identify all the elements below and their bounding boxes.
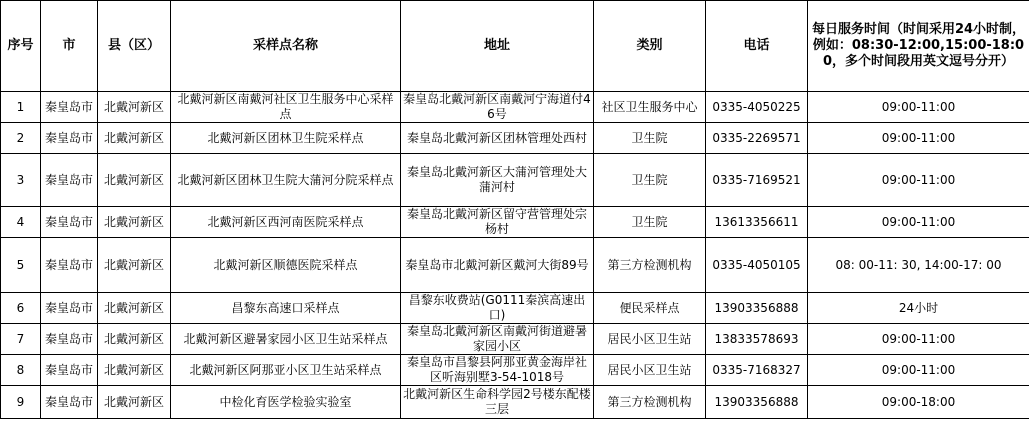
cell-address: 秦皇岛北戴河新区大蒲河管理处大蒲河村	[401, 154, 594, 207]
cell-county: 北戴河新区	[98, 293, 171, 324]
cell-hours: 24小时	[808, 293, 1029, 324]
cell-county: 北戴河新区	[98, 207, 171, 238]
header-address: 地址	[401, 1, 594, 92]
header-service-hours: 每日服务时间（时间采用24小时制，例如：08:30-12:00,15:00-18:00，多个时间段用英文逗号分开）	[808, 1, 1029, 92]
cell-county: 北戴河新区	[98, 238, 171, 293]
cell-hours: 09:00-11:00	[808, 123, 1029, 154]
cell-county: 北戴河新区	[98, 92, 171, 123]
cell-phone: 13833578693	[706, 324, 808, 355]
cell-address: 秦皇岛市昌黎县阿那亚黄金海岸社区听海别墅3-54-1018号	[401, 355, 594, 386]
cell-city: 秦皇岛市	[41, 207, 98, 238]
cell-category: 第三方检测机构	[594, 238, 706, 293]
cell-category: 居民小区卫生站	[594, 324, 706, 355]
cell-county: 北戴河新区	[98, 355, 171, 386]
cell-city: 秦皇岛市	[41, 386, 98, 419]
header-phone: 电话	[706, 1, 808, 92]
cell-seq: 2	[1, 123, 41, 154]
cell-phone: 0335-7168327	[706, 355, 808, 386]
table-row	[1, 92, 1029, 123]
cell-address: 北戴河新区生命科学园2号楼东配楼三层	[401, 386, 594, 419]
cell-phone: 0335-7169521	[706, 154, 808, 207]
cell-seq: 7	[1, 324, 41, 355]
cell-category: 居民小区卫生站	[594, 355, 706, 386]
cell-address: 秦皇岛北戴河新区南戴河宁海道付46号	[401, 92, 594, 123]
cell-seq: 5	[1, 238, 41, 293]
cell-address: 秦皇岛北戴河新区团林管理处西村	[401, 123, 594, 154]
table-row	[1, 238, 1029, 293]
header-row	[1, 1, 1029, 92]
cell-seq: 8	[1, 355, 41, 386]
header-seq: 序号	[1, 1, 41, 92]
cell-phone: 13613356611	[706, 207, 808, 238]
cell-phone: 13903356888	[706, 293, 808, 324]
cell-site-name: 北戴河新区西河南医院采样点	[171, 207, 401, 238]
cell-site-name: 昌黎东高速口采样点	[171, 293, 401, 324]
cell-county: 北戴河新区	[98, 123, 171, 154]
cell-city: 秦皇岛市	[41, 123, 98, 154]
table-row	[1, 324, 1029, 355]
cell-seq: 6	[1, 293, 41, 324]
cell-city: 秦皇岛市	[41, 154, 98, 207]
cell-site-name: 中检化育医学检验实验室	[171, 386, 401, 419]
cell-city: 秦皇岛市	[41, 92, 98, 123]
cell-seq: 4	[1, 207, 41, 238]
cell-hours: 09:00-11:00	[808, 92, 1029, 123]
cell-city: 秦皇岛市	[41, 324, 98, 355]
cell-hours: 09:00-11:00	[808, 324, 1029, 355]
cell-city: 秦皇岛市	[41, 355, 98, 386]
cell-county: 北戴河新区	[98, 154, 171, 207]
cell-city: 秦皇岛市	[41, 238, 98, 293]
cell-site-name: 北戴河新区避暑家园小区卫生站采样点	[171, 324, 401, 355]
cell-hours: 08: 00-11: 30, 14:00-17: 00	[808, 238, 1029, 293]
table-row	[1, 293, 1029, 324]
cell-phone: 0335-4050105	[706, 238, 808, 293]
table-row	[1, 386, 1029, 419]
cell-category: 便民采样点	[594, 293, 706, 324]
cell-address: 秦皇岛北戴河新区留守营管理处宗杨村	[401, 207, 594, 238]
table-row	[1, 207, 1029, 238]
cell-seq: 3	[1, 154, 41, 207]
cell-category: 第三方检测机构	[594, 386, 706, 419]
cell-hours: 09:00-11:00	[808, 355, 1029, 386]
cell-hours: 09:00-18:00	[808, 386, 1029, 419]
cell-phone: 0335-2269571	[706, 123, 808, 154]
cell-address: 昌黎东收费站(G0111秦滨高速出口)	[401, 293, 594, 324]
header-site-name: 采样点名称	[171, 1, 401, 92]
cell-category: 卫生院	[594, 123, 706, 154]
cell-site-name: 北戴河新区南戴河社区卫生服务中心采样点	[171, 92, 401, 123]
cell-seq: 9	[1, 386, 41, 419]
table-row	[1, 123, 1029, 154]
cell-hours: 09:00-11:00	[808, 207, 1029, 238]
cell-address: 秦皇岛北戴河新区南戴河街道避暑家园小区	[401, 324, 594, 355]
header-category: 类别	[594, 1, 706, 92]
cell-category: 卫生院	[594, 207, 706, 238]
cell-hours: 09:00-11:00	[808, 154, 1029, 207]
cell-county: 北戴河新区	[98, 324, 171, 355]
cell-site-name: 北戴河新区顺德医院采样点	[171, 238, 401, 293]
header-county: 县（区）	[98, 1, 171, 92]
cell-seq: 1	[1, 92, 41, 123]
cell-address: 秦皇岛市北戴河新区戴河大街89号	[401, 238, 594, 293]
cell-category: 社区卫生服务中心	[594, 92, 706, 123]
header-city: 市	[41, 1, 98, 92]
table-row	[1, 355, 1029, 386]
cell-site-name: 北戴河新区团林卫生院采样点	[171, 123, 401, 154]
cell-site-name: 北戴河新区团林卫生院大蒲河分院采样点	[171, 154, 401, 207]
cell-category: 卫生院	[594, 154, 706, 207]
cell-city: 秦皇岛市	[41, 293, 98, 324]
cell-phone: 13903356888	[706, 386, 808, 419]
cell-phone: 0335-4050225	[706, 92, 808, 123]
cell-site-name: 北戴河新区阿那亚小区卫生站采样点	[171, 355, 401, 386]
cell-county: 北戴河新区	[98, 386, 171, 419]
table-row	[1, 154, 1029, 207]
